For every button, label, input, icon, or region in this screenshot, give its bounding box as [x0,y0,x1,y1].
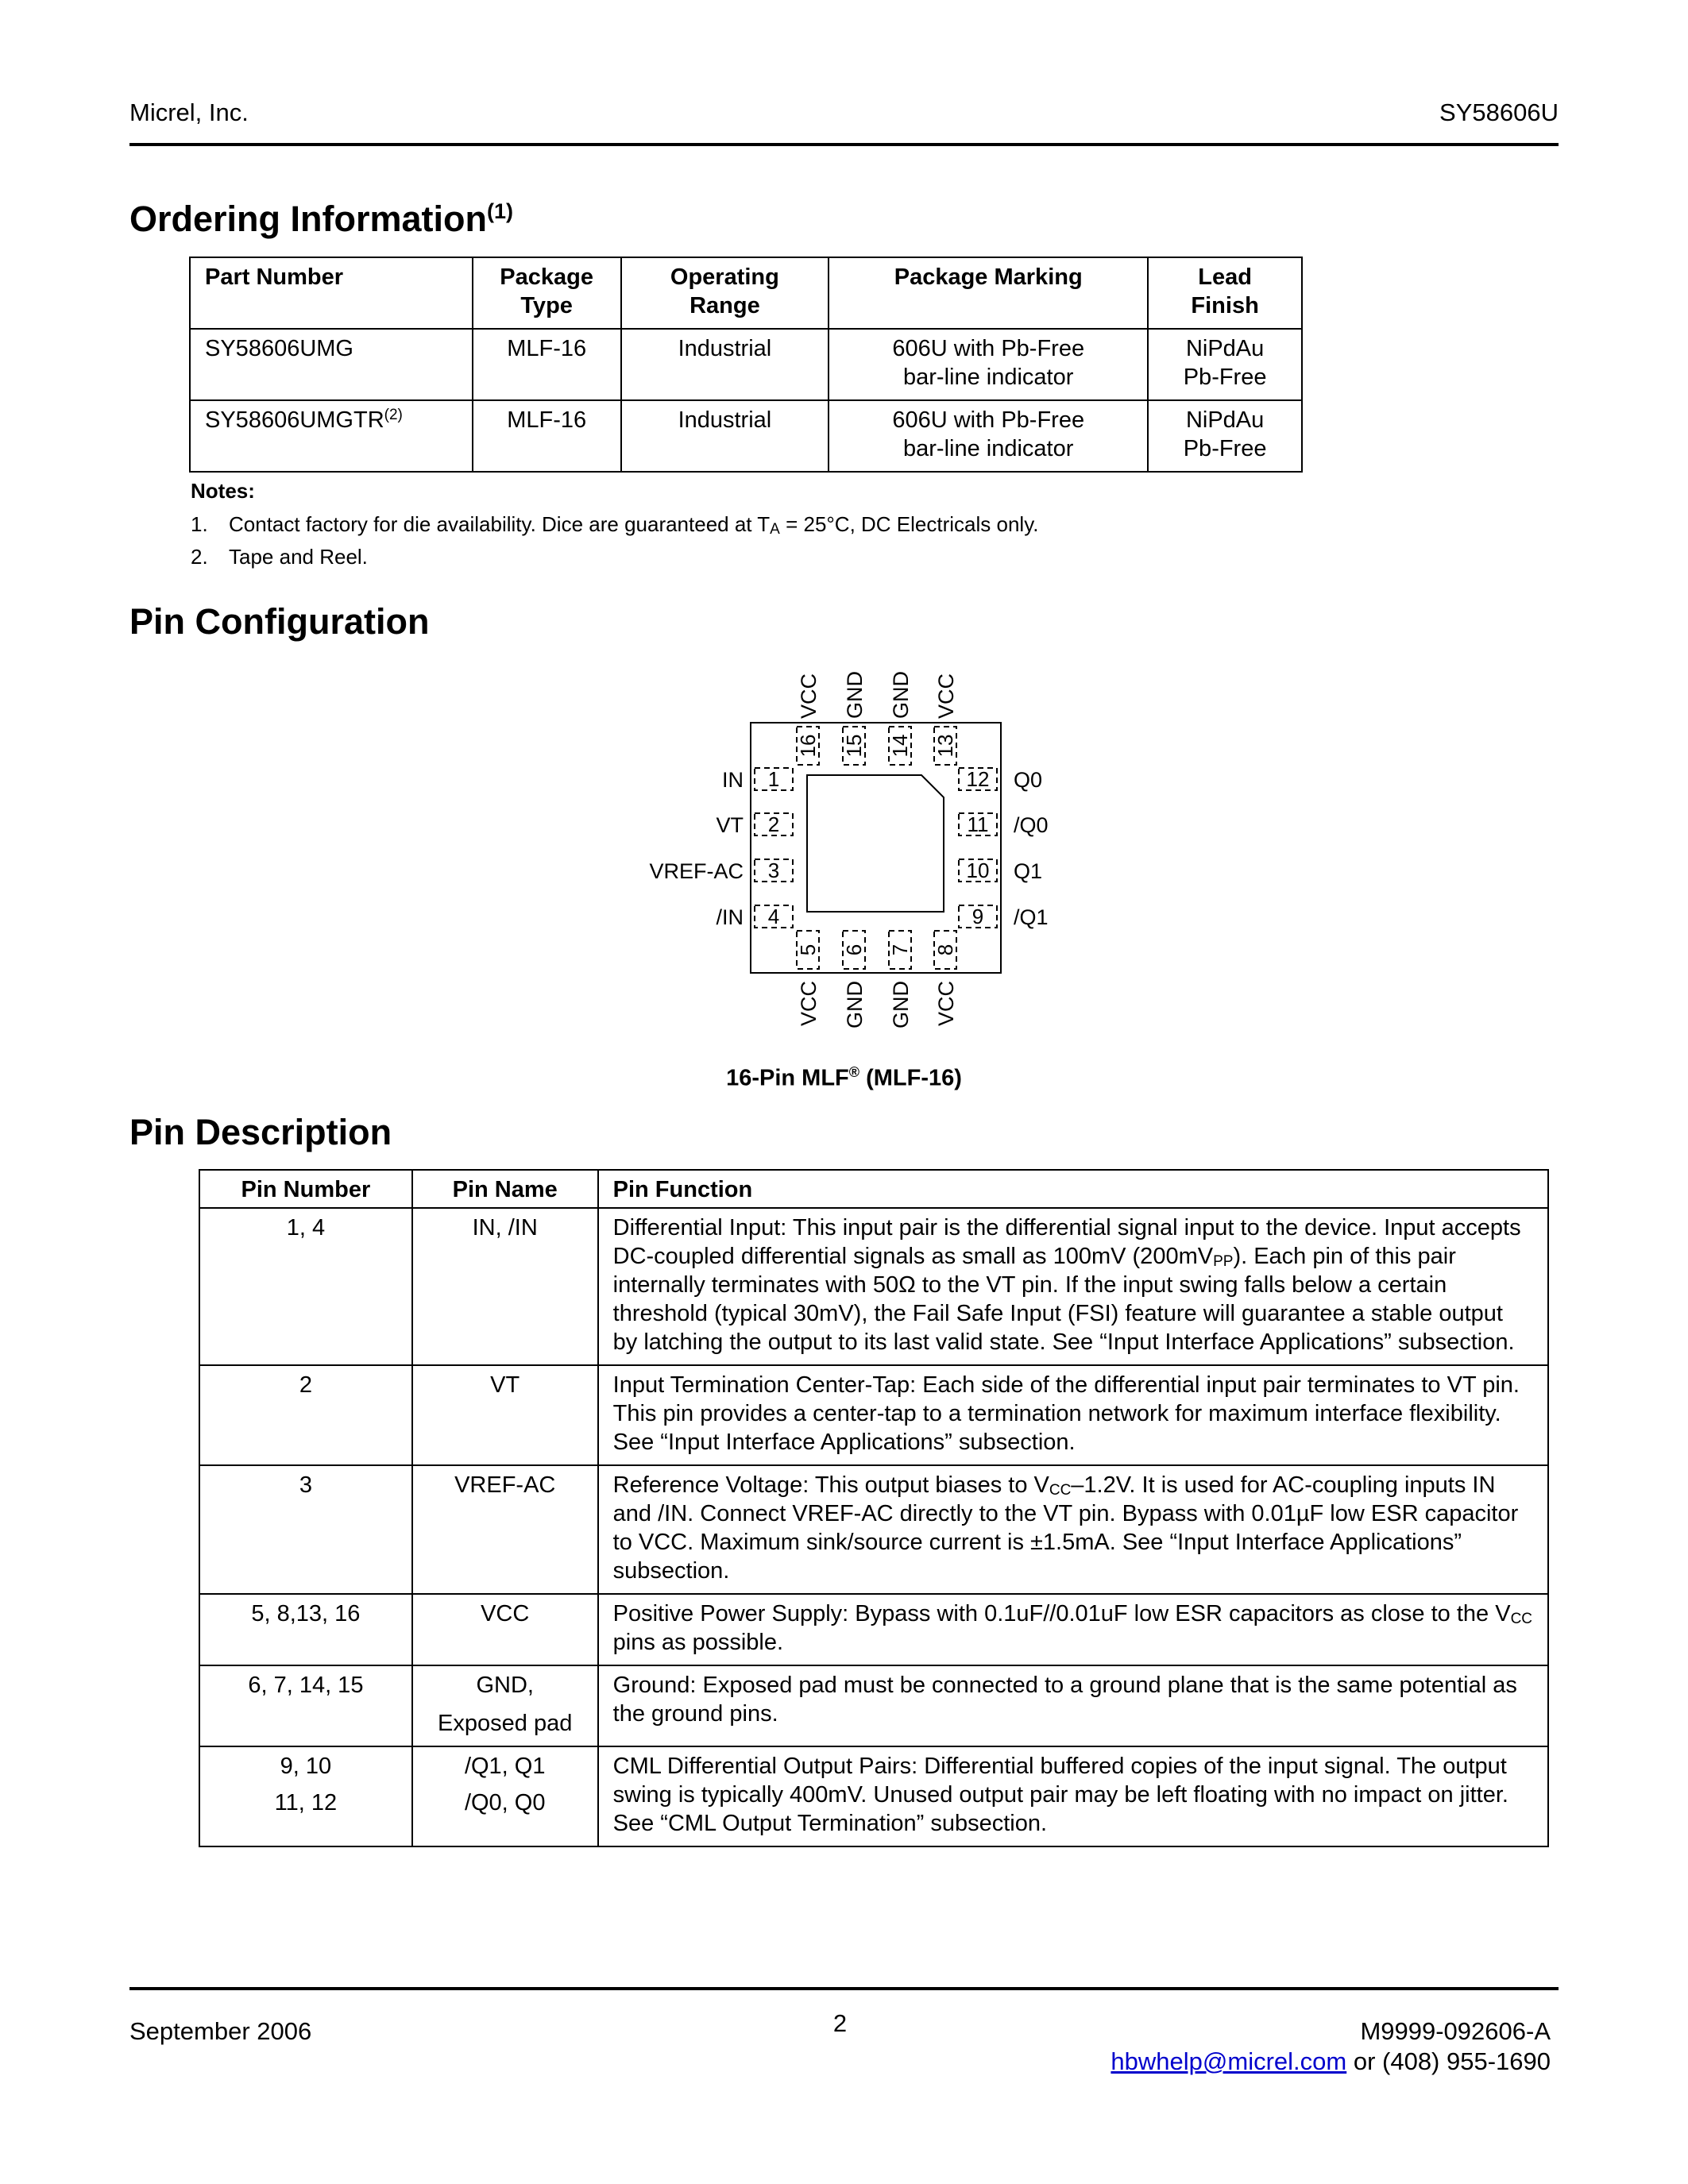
pin-diagram [628,647,1072,1028]
pin-number-label: 11 [967,812,989,836]
table-row [190,400,1302,472]
table-row [199,1208,1548,1365]
header-part-number: SY58606U [1439,98,1559,126]
ordering-title: Ordering Information$^{(1)}$ [129,199,513,239]
cell-pin-function: Reference Voltage: This output biases to $V_{CC}-1.2V$. It is used for AC-coupling inputs IN and /IN. Connect VREF-AC directly to the VT pin. Bypass with 0.01µF low ESR capacitor to VCC. Maximum sink/source current is ±1.5mA. See “Input Interface Applications” subsection. [598,1465,1548,1594]
pin-diagram-caption: 16-Pin MLF® (MLF-16) [726,1064,962,1091]
col-package-marking: Package Marking [829,257,1148,329]
col-package-type: Package Type [473,257,621,329]
pin-name-label: GND [889,671,913,719]
ordering-table [189,257,1303,473]
cell-package: MLF-16 [473,329,621,400]
col-pin-name: Pin Name [412,1170,598,1208]
header-company: Micrel, Inc. [129,98,249,126]
pin-number-label: 14 [888,734,912,758]
cell-part: SY58606UMG [190,329,473,400]
pin-name-label: VCC [797,981,821,1027]
pin-name-label: VCC [797,673,821,719]
pin-name-label: GND [843,981,867,1028]
cell-pin-number: 2 [199,1365,412,1465]
cell-marking: 606U with Pb-Free bar-line indicator [829,329,1148,400]
note-item: 2. Tape and Reel. [191,545,368,569]
pin-desc-title: Pin Description [129,1112,392,1152]
cell-pin-name: GND, Exposed pad [412,1665,598,1746]
cell-pin-number: 1, 4 [199,1208,412,1365]
pin-number-label: 6 [842,943,866,956]
pin-name-label: IN [722,768,744,792]
footer-doc-id: M9999-092606-A [1360,2017,1551,2045]
pin-name-label: VREF-AC [649,859,744,883]
cell-pin-name: /Q1, Q1 /Q0, Q0 [412,1746,598,1846]
pin-name-label: /IN [716,905,744,929]
cell-pin-function: Input Termination Center-Tap: Each side of the differential input pair terminates to VT pin. This pin provides a center-tap to a termination network for maximum interface flexibility. See “Input Interface Applications” subsection. [598,1365,1548,1465]
footer-contact: hbwhelp@micrel.com or (408) 955-1690 [1111,2047,1551,2075]
notes-title: Notes: [191,479,255,503]
ordering-header-row [190,257,1302,329]
pin-name-label: VCC [934,981,958,1027]
pin-desc-header-row [199,1170,1548,1208]
cell-part: SY58606UMGTR$^{(2)}$ [190,400,473,472]
pin-name-label: VT [716,813,744,837]
cell-pin-name: VCC [412,1594,598,1665]
col-part-number: Part Number [190,257,473,329]
cell-pin-number: 3 [199,1465,412,1594]
table-row [190,329,1302,400]
col-pin-number: Pin Number [199,1170,412,1208]
cell-range: Industrial [621,400,829,472]
table-row [199,1746,1548,1846]
cell-package: MLF-16 [473,400,621,472]
cell-finish: NiPdAu Pb-Free [1148,329,1302,400]
cell-marking: 606U with Pb-Free bar-line indicator [829,400,1148,472]
pin-config-title: Pin Configuration [129,601,430,642]
col-lead-finish: Lead Finish [1148,257,1302,329]
cell-pin-function: Differential Input: This input pair is the differential signal input to the device. Input accepts DC-coupled differential signals as small as 100mV $(200mV_{PP})$. Each pin of this pair internally terminates with 50Ω to the VT pin. If the input swing falls below a certain threshold (typical 30mV), the Fail Safe Input (FSI) feature will guarantee a stable output by latching the output to its last valid state. See “Input Interface Applications” subsection. [598,1208,1548,1365]
pin-number-label: 10 [966,859,990,882]
pin-name-label: VCC [934,673,958,719]
page-number: 2 [832,2009,848,2037]
table-row [199,1465,1548,1594]
pin-description-table [199,1169,1549,1847]
pin-name-label: /Q1 [1014,905,1049,929]
col-operating-range: Operating Range [621,257,829,329]
cell-pin-name: IN, /IN [412,1208,598,1365]
cell-pin-name: VREF-AC [412,1465,598,1594]
table-row [199,1365,1548,1465]
cell-pin-function: Ground: Exposed pad must be connected to a ground plane that is the same potential as the ground pins. [598,1665,1548,1746]
col-pin-function: Pin Function [598,1170,1548,1208]
note-item: 1. Contact factory for die availability. Dice are guaranteed at $T_A = 25^\circ C$, DC Electricals only. [191,512,1039,538]
pin-number-label: 3 [767,859,780,882]
pin-number-label: 5 [796,943,820,956]
pin-number-label: 16 [796,734,820,758]
cell-pin-function: Positive Power Supply: Bypass with 0.1uF//0.01uF low ESR capacitors as close to the $V_{CC}$ pins as possible. [598,1594,1548,1665]
pin-number-label: 15 [842,734,866,758]
pin-number-label: 12 [966,767,990,791]
pin-number-label: 7 [888,943,912,956]
header-rule [129,143,1559,146]
pin-number-label: 9 [971,905,984,928]
cell-pin-number: 5, 8,13, 16 [199,1594,412,1665]
pin-number-label: 4 [767,905,780,928]
pin-number-label: 13 [933,734,957,758]
pin-number-label: 1 [767,767,780,791]
pin-name-label: GND [889,981,913,1028]
footer-rule [129,1987,1559,1990]
cell-pin-number: 9, 10 11, 12 [199,1746,412,1846]
cell-finish: NiPdAu Pb-Free [1148,400,1302,472]
table-row [199,1665,1548,1746]
cell-pin-number: 6, 7, 14, 15 [199,1665,412,1746]
cell-pin-function: CML Differential Output Pairs: Differential buffered copies of the input signal. The output swing is typically 400mV. Unused output pair may be left floating with no impact on jitter. See “CML Output Termination” subsection. [598,1746,1548,1846]
table-row [199,1594,1548,1665]
pin-number-label: 2 [767,812,780,836]
cell-pin-name: VT [412,1365,598,1465]
pin-number-label: 8 [933,943,957,956]
support-email-link[interactable]: hbwhelp@micrel.com [1111,2047,1347,2075]
pin-name-label: GND [843,671,867,719]
pin-name-label: /Q0 [1014,813,1049,837]
pin-name-label: Q1 [1014,859,1043,883]
footer-date: September 2006 [129,2017,312,2045]
cell-range: Industrial [621,329,829,400]
exposed-pad [807,775,944,912]
pin-name-label: Q0 [1014,768,1043,792]
